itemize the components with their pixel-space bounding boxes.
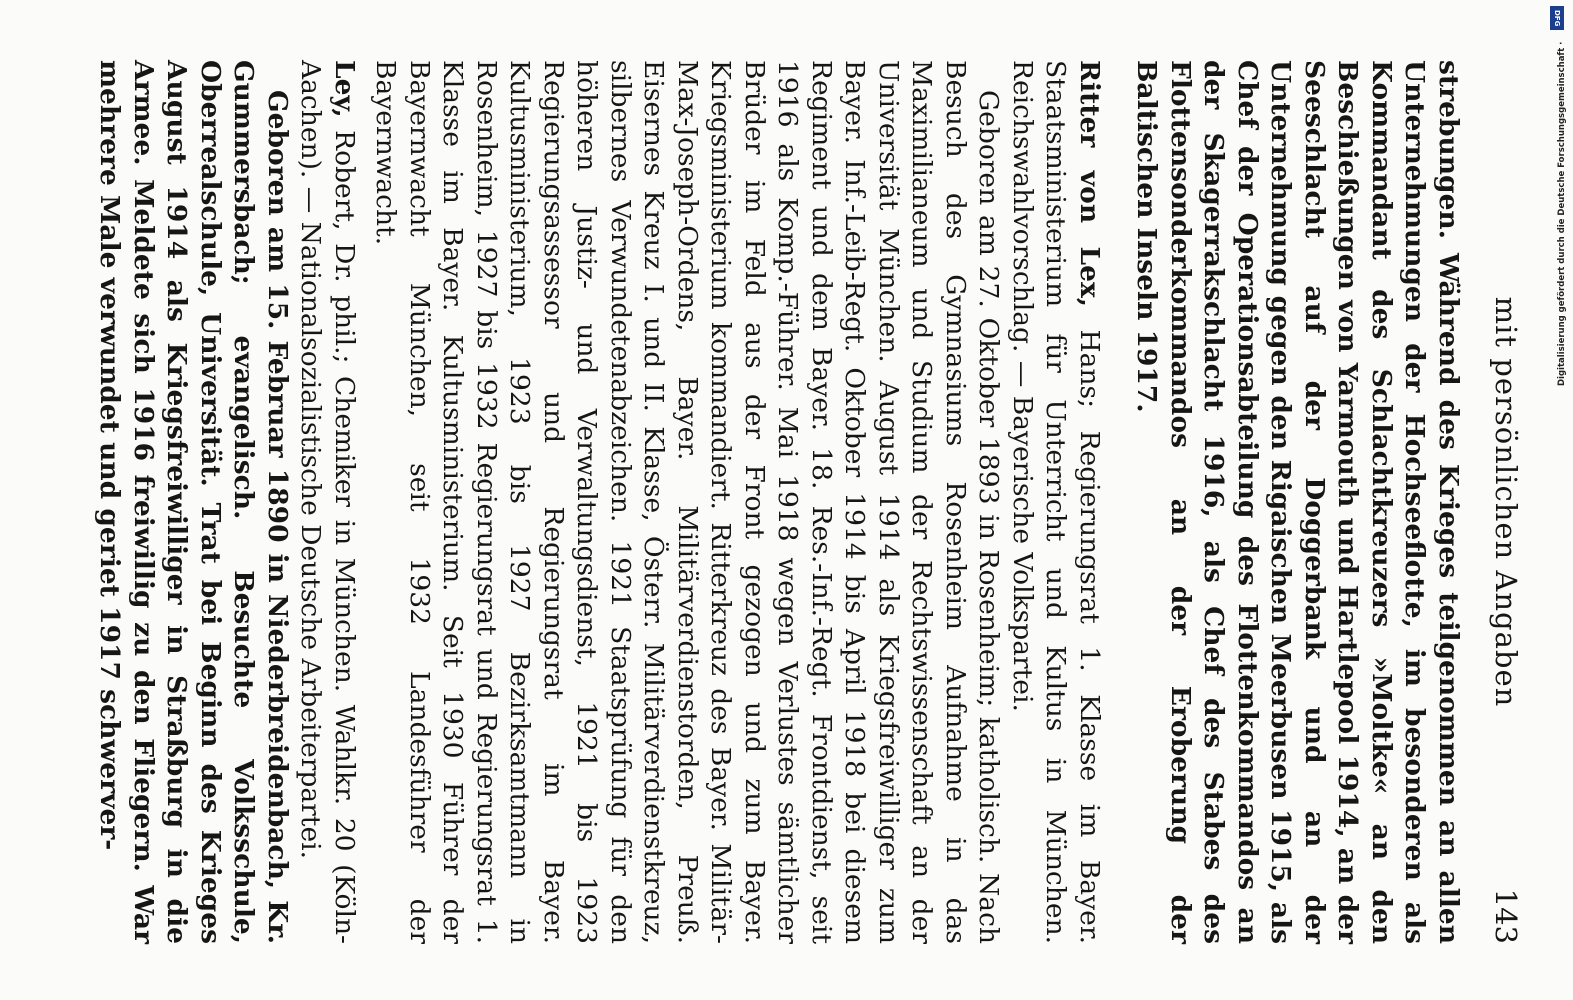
entry-name: Ley,	[329, 60, 360, 118]
page-number: 143	[1489, 888, 1523, 944]
entry-intro: Robert, Dr. phil.; Chemiker in München. Wahlkr. 20 (Köln-Aachen). — Nationalsozialistische Deutsche Arbeiterpartei.	[295, 60, 360, 944]
digitization-sidebar	[1544, 0, 1570, 1000]
running-head	[1483, 60, 1523, 944]
entry-continuation-text: strebungen. Während des Krieges teilgenommen an allen Unternehmungen der Hochseeflotte, im besonderen als Kommandant des Schlachtkreuzers »Moltke« an den Beschießungen von Yarmouth und Hartlepool 1914, an der Seeschlacht auf der Doggerbank und an der Unternehmung gegen den Rigaischen Meerbusen 1915, als Chef der Operationsabteilung des Flottenkommandos an der Skagerrakschlacht 1916, als Chef des Stabes des Flottensonderkommandos an der Eroberung der Baltischen Inseln 1917.	[1131, 60, 1464, 944]
entry-ritter-von-lex	[369, 60, 1106, 944]
entry-name: Ritter von Lex,	[1074, 60, 1105, 307]
digitization-note: Digitalisierung gefördert durch die Deutsche Forschungsgemeinschaft ·	[1557, 41, 1567, 386]
dfg-logo: DFG	[1550, 6, 1564, 30]
entry-header	[1006, 60, 1107, 944]
running-head-title: mit persönlichen Angaben	[1489, 296, 1523, 708]
entry-continuation	[1130, 60, 1465, 944]
entry-biography: Geboren am 27. Oktober 1893 in Rosenheim; katholisch. Nach Besuch des Gymnasiums Rosenheim Aufnahme in das Maximilianeum und Studium der Rechtswissenschaft an der Universität München. August 1914 als Kriegsfreiwilliger zum Bayer. Inf.-Leib-Regt. Oktober 1914 bis April 1918 bei diesem Regiment und dem Bayer. 18. Res.-Inf.-Regt. Frontdienst, seit 1916 als Komp.-Führer. Mai 1918 wegen Verlustes sämtlicher Brüder im Feld aus der Front gezogen und zum Bayer. Kriegsministerium kommandiert. Ritterkreuz des Bayer. Militär-Max-Joseph-Ordens, Bayer. Militärverdienstorden, Preuß. Eisernes Kreuz I. und II. Klasse, Österr. Militärverdienstkreuz, silbernes Verwundetenabzeichen. 1921 Staatsprüfung für den höheren Justiz- und Verwaltungsdienst, 1921 bis 1923 Regierungsassessor und Regierungsrat im Bayer. Kultusministerium, 1923 bis 1927 Bezirksamtmann in Rosenheim, 1927 bis 1932 Regierungsrat und Regierungsrat 1. Klasse im Bayer. Kultusministerium. Seit 1930 Führer der Bayernwacht München, seit 1932 Landesführer der Bayernwacht.	[370, 60, 1005, 944]
entry-ley	[93, 60, 361, 944]
entry-header	[294, 60, 361, 944]
entry-intro: Hans; Regierungsrat 1. Klasse im Bayer. Staatsministerium für Unterricht und Kultus in München. Reichswahlvorschlag. — Bayerische Volkspartei.	[1007, 60, 1105, 944]
entry-biography: Geboren am 15. Februar 1890 in Niederbreidenbach, Kr. Gummersbach; evangelisch. Besuchte Volksschule, Oberrealschule, Universität. Trat bei Beginn des Krieges August 1914 als Kriegsfreiwilliger in Straßburg in die Armee. Meldete sich 1916 freiwillig zu den Fliegern. War mehrere Male verwundet und geriet 1917 schwerver-	[94, 60, 293, 944]
